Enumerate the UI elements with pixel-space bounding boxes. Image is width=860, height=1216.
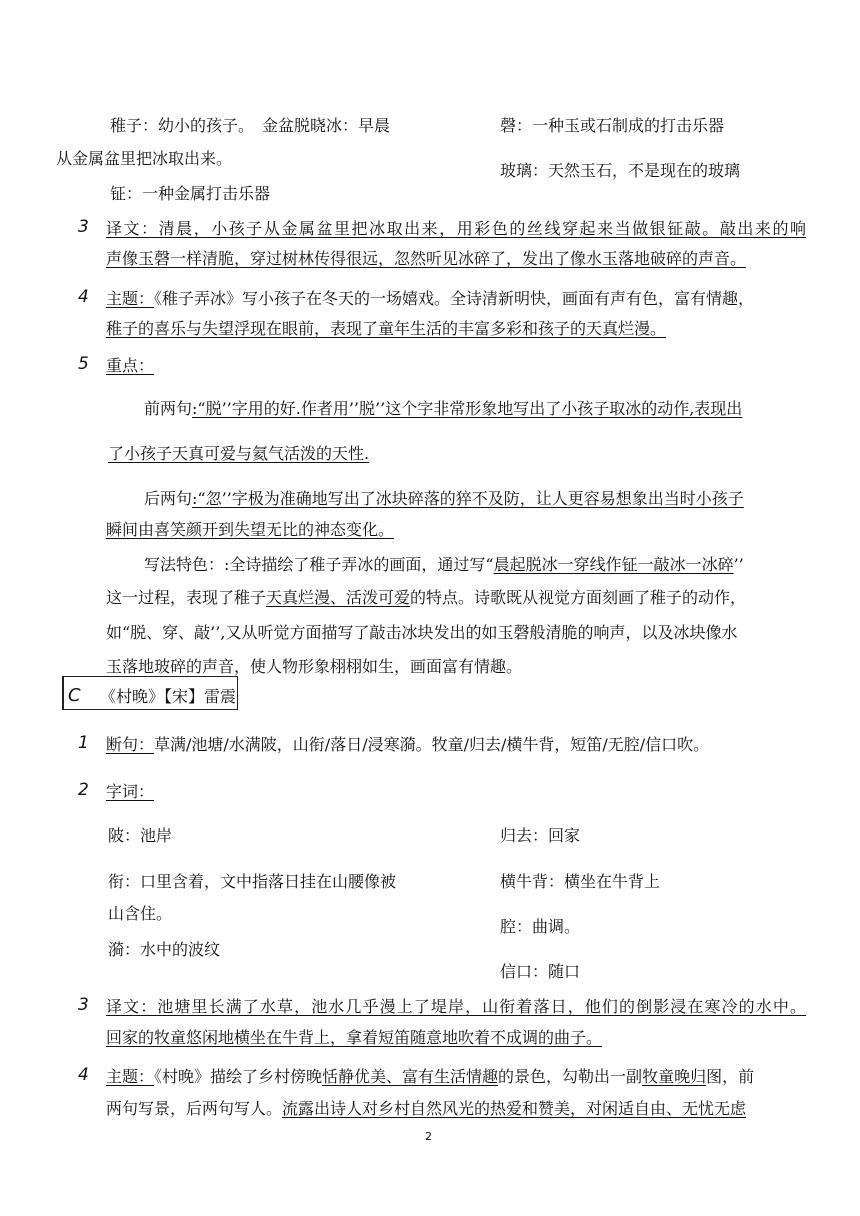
theme-highlight: 牧童晚归 (642, 1067, 707, 1086)
writing-feature-line-2 (106, 585, 746, 608)
item-number: 4 (78, 287, 89, 307)
translation-line-2: 回家的牧童悠闲地横坐在牛背上，拿着短笛随意地吹着不成调的曲子。 (106, 1028, 603, 1047)
section-heading (62, 676, 238, 710)
theme-line-1 (106, 1064, 754, 1087)
theme-label: 主题： (106, 289, 155, 308)
section-letter: C (68, 685, 81, 706)
vocab-item: 山含住。 (108, 904, 173, 923)
key-point-1-label: 前两句 (144, 399, 193, 418)
key-point-1-text: :“脱’’字用的好.作者用’’脱’’这个字非常形象地写出了小孩子取冰的动作,表现出 (192, 399, 743, 418)
key-points-label: 重点： (106, 356, 155, 375)
theme-highlight: 流露出诗人对乡村自然风光的热爱和赞美，对闲适自由、无忧无虑 (282, 1099, 747, 1118)
key-point-2-text: :“忽’’字极为准确地写出了冰块碎落的猝不及防，让人更容易想象出当时小孩子 (192, 489, 744, 508)
writing-feature-text: 这一过程，表现了稚子 (106, 588, 267, 607)
theme-text: 《稚子弄冰》写小孩子在冬天的一场嬉戏。全诗清新明快，画面有声有色，富有情趣， (154, 289, 755, 308)
sentence-break-line (106, 732, 709, 755)
vocab-item: 横牛背：横坐在牛背上 (500, 872, 661, 891)
page-number: 2 (425, 1130, 432, 1143)
theme-text: 《村晚》描绘了乡村傍晚 (154, 1067, 323, 1086)
writing-feature-text: 写法特色：:全诗描绘了稚子弄冰的画面，通过写“ (144, 555, 494, 574)
writing-feature-line-1 (144, 552, 744, 575)
vocabulary-label: 字词： (106, 782, 155, 801)
theme-text: 稚子的喜乐与失望浮现在眼前，表现了 (106, 319, 379, 338)
item-number: 3 (78, 217, 89, 237)
vocab-item: 归去：回家 (500, 826, 581, 845)
item-number: 1 (78, 733, 89, 753)
note-zhizi: 稚子：幼小的孩子。 金盆脱晓冰：早晨 (110, 116, 391, 135)
note-qing: 磬：一种玉或石制成的打击乐器 (500, 116, 725, 135)
item-number: 3 (78, 995, 89, 1015)
vocab-item: 腔：曲调。 (500, 917, 581, 936)
writing-feature-text: ’’ (733, 555, 744, 574)
translation-line-1: 译文：池塘里长满了水草，池水几乎漫上了堤岸，山衔着落日，他们的倒影浸在寒冷的水中。 (106, 997, 806, 1016)
theme-text: 两句写景，后两句写人。 (106, 1099, 283, 1118)
writing-feature-highlight: 天真烂漫、活泼可爱 (266, 588, 411, 607)
note-zheng: 钲：一种金属打击乐器 (110, 184, 271, 203)
key-point-1-line-2: 了小孩子天真可爱与氦气活泼的天性. (108, 444, 370, 463)
writing-feature-line-3: 如“脱、穿、敲’’,又从听觉方面描写了敲击冰块发出的如玉磬般清脆的响声，以及冰块像水 (106, 623, 738, 642)
theme-text: 图，前 (706, 1067, 755, 1086)
key-point-2-label: 后两句 (144, 489, 193, 508)
poem-title: 《村晚》【宋】雷震 (100, 687, 237, 706)
theme-line-2 (106, 1096, 746, 1119)
key-point-2-line-2: 瞬间由喜笑颜开到失望无比的神态变化。 (106, 520, 395, 539)
item-number: 4 (78, 1065, 89, 1085)
translation-line-2: 声像玉磬一样清脆，穿过树林传得很远，忽然听见冰碎了，发出了像水玉落地破碎的声音。 (106, 249, 747, 268)
theme-line-2 (106, 316, 666, 339)
vocab-item: 衔：口里含着，文中指落日挂在山腰像被 (108, 872, 397, 891)
writing-feature-highlight: 晨起脱冰一穿线作钲一敲冰一冰碎 (493, 555, 734, 574)
item-number: 5 (78, 354, 89, 374)
key-point-2-line-1 (144, 486, 744, 509)
theme-label: 主题： (106, 1067, 155, 1086)
vocab-item: 陂：池岸 (108, 826, 173, 845)
item-number: 2 (78, 780, 89, 800)
vocab-item: 信口：随口 (500, 962, 581, 981)
writing-feature-line-4: 玉落地玻碎的声音，使人物形象栩栩如生，画面富有情趣。 (106, 657, 523, 676)
theme-text: 的景色，勾勒出一副 (498, 1067, 643, 1086)
sentence-break-label: 断句： (106, 735, 155, 754)
theme-highlight: 童年生活的丰富多彩和孩子的天真烂漫。 (378, 319, 667, 338)
translation-line-1: 译文：清晨，小孩子从金属盆里把冰取出来，用彩色的丝线穿起来当做银钲敲。敲出来的响 (106, 219, 806, 238)
vocab-item: 漪：水中的波纹 (108, 940, 221, 959)
theme-highlight: 恬静优美、富有生活情趣 (322, 1067, 499, 1086)
note-boli: 玻璃：天然玉石，不是现在的玻璃 (500, 161, 741, 180)
writing-feature-text: 的特点。诗歌既从视觉方面刻画了稚子的动作， (410, 588, 747, 607)
sentence-break-text: 草满/池塘/水满陂，山衔/落日/浸寒漪。牧童/归去/横牛背，短笛/无腔/信口吹。 (154, 735, 710, 754)
theme-line-1 (106, 286, 754, 309)
note-zhizi-cont: 从金属盆里把冰取出来。 (56, 149, 233, 168)
key-point-1-line-1 (144, 396, 742, 419)
